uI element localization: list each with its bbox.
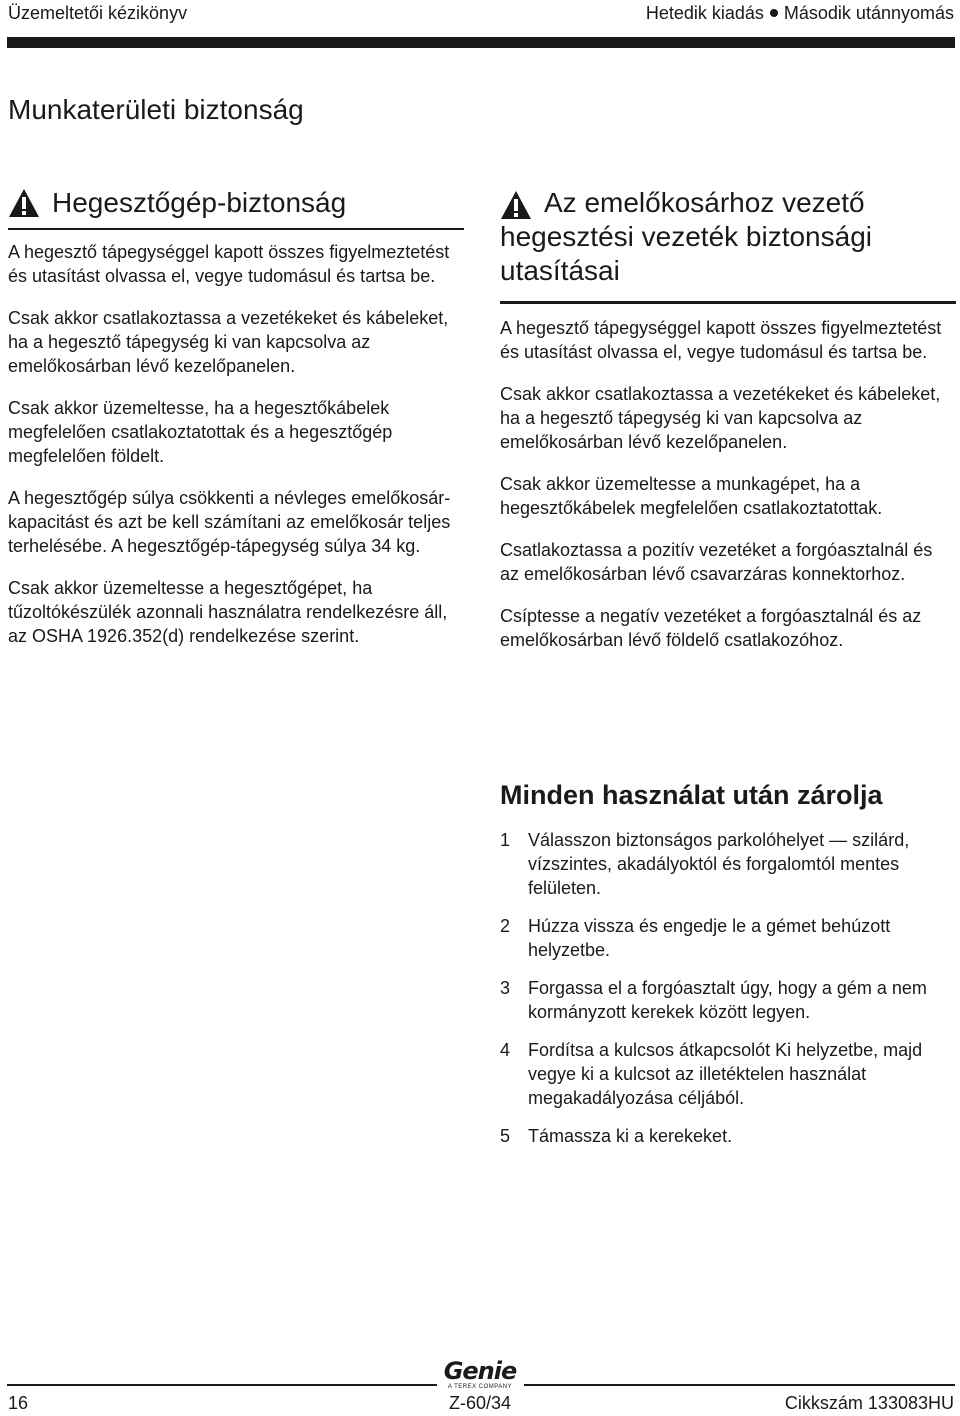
step-text: Forgassa el a forgóasztalt úgy, hogy a gém a nem kormányzott kerekek között legyen. [528, 978, 927, 1022]
lead-paragraph: Csíptesse a negatív vezetéket a forgóasztalnál és az emelőkosárban lévő földelő csatlakozóhoz. [500, 606, 922, 650]
welder-safety-section [8, 186, 464, 666]
manual-title: Üzemeltetői kézikönyv [8, 3, 188, 23]
step-text: Támassza ki a kerekeket. [528, 1126, 733, 1146]
welder-paragraph: Csak akkor üzemeltesse a hegesztőgépet, ha tűzoltókészülék azonnali használatra rendelkezésre áll, az OSHA 1926.352(d) rendelkezése szerint. [8, 578, 448, 646]
heading-rule [500, 301, 956, 304]
header-rule [7, 37, 955, 48]
list-item [500, 1124, 958, 1148]
footer-rule [7, 1384, 437, 1386]
list-item [500, 828, 958, 900]
lead-safety-heading [500, 186, 956, 288]
welder-paragraph: A hegesztőgép súlya csökkenti a névleges emelőkosár-kapacitást és azt be kell számítani az emelőkosár teljes terhelésébe. A hegesztőgép-tápegység súlya 34 kg. [8, 488, 451, 556]
welder-paragraph: Csak akkor csatlakoztassa a vezetékeket és kábeleket, ha a hegesztő tápegység ki van kapcsolva az emelőkosárban lévő kezelőpanelen. [8, 308, 449, 376]
welder-safety-heading-text: Hegesztőgép-biztonság [52, 187, 347, 218]
step-number: 5 [500, 1126, 511, 1146]
step-text: Húzza vissza és engedje le a gémet behúzott helyzetbe. [528, 916, 891, 960]
step-number: 1 [500, 830, 511, 850]
lockout-title: Minden használat után zárolja [500, 780, 883, 810]
list-item [500, 976, 958, 1024]
lead-paragraph: Csak akkor csatlakoztassa a vezetékeket és kábeleket, ha a hegesztő tápegység ki van kapcsolva az emelőkosárban lévő kezelőpanelen. [500, 384, 941, 452]
model-number: Z-60/34 [448, 1393, 512, 1413]
lockout-steps [500, 828, 958, 1162]
part-number: Cikkszám 133083HU [784, 1393, 954, 1413]
reprint-label: Második utánnyomás [783, 3, 954, 23]
logo-wordmark: Genie [443, 1357, 517, 1385]
heading-rule [8, 228, 464, 230]
bullet-dot [770, 9, 778, 17]
lead-paragraph: A hegesztő tápegységgel kapott összes figyelmeztetést és utasítást olvassa el, vegye tudomásul és tartsa be. [500, 318, 942, 362]
page-title: Munkaterületi biztonság [8, 94, 304, 125]
step-text: Válasszon biztonságos parkolóhelyet — szilárd, vízszintes, akadályoktól és forgalomtól mentes felületen. [528, 830, 910, 898]
footer-rule [524, 1384, 955, 1386]
page-number: 16 [8, 1393, 29, 1413]
lead-safety-heading-text: Az emelőkosárhoz vezető hegesztési vezeték biztonsági utasításai [500, 187, 872, 286]
warning-triangle-icon [500, 190, 532, 220]
lead-paragraph: Csatlakoztassa a pozitív vezetéket a forgóasztalnál és az emelőkosárban lévő csavarzáras konnektorhoz. [500, 540, 933, 584]
list-item [500, 914, 958, 962]
genie-logo [440, 1358, 520, 1391]
lead-paragraph: Csak akkor üzemeltesse a munkagépet, ha a hegesztőkábelek megfelelően csatlakoztatottak. [500, 474, 883, 518]
lead-safety-section [500, 186, 956, 670]
list-item [500, 1038, 958, 1110]
step-number: 4 [500, 1040, 511, 1060]
warning-triangle-icon [8, 188, 40, 218]
step-number: 3 [500, 978, 511, 998]
edition-label: Hetedik kiadás [645, 3, 764, 23]
logo-tagline: A TEREX COMPANY [447, 1384, 513, 1390]
step-text: Fordítsa a kulcsos átkapcsolót Ki helyzetbe, majd vegye ki a kulcsot az illetéktelen használat megakadályozása céljából. [528, 1040, 923, 1108]
welder-paragraph: A hegesztő tápegységgel kapott összes figyelmeztetést és utasítást olvassa el, vegye tudomásul és tartsa be. [8, 242, 450, 286]
welder-safety-heading [8, 186, 464, 220]
step-number: 2 [500, 916, 511, 936]
welder-paragraph: Csak akkor üzemeltesse, ha a hegesztőkábelek megfelelően csatlakoztatottak és a hegesztőgép megfelelően földelt. [8, 398, 393, 466]
edition-info [646, 3, 954, 24]
